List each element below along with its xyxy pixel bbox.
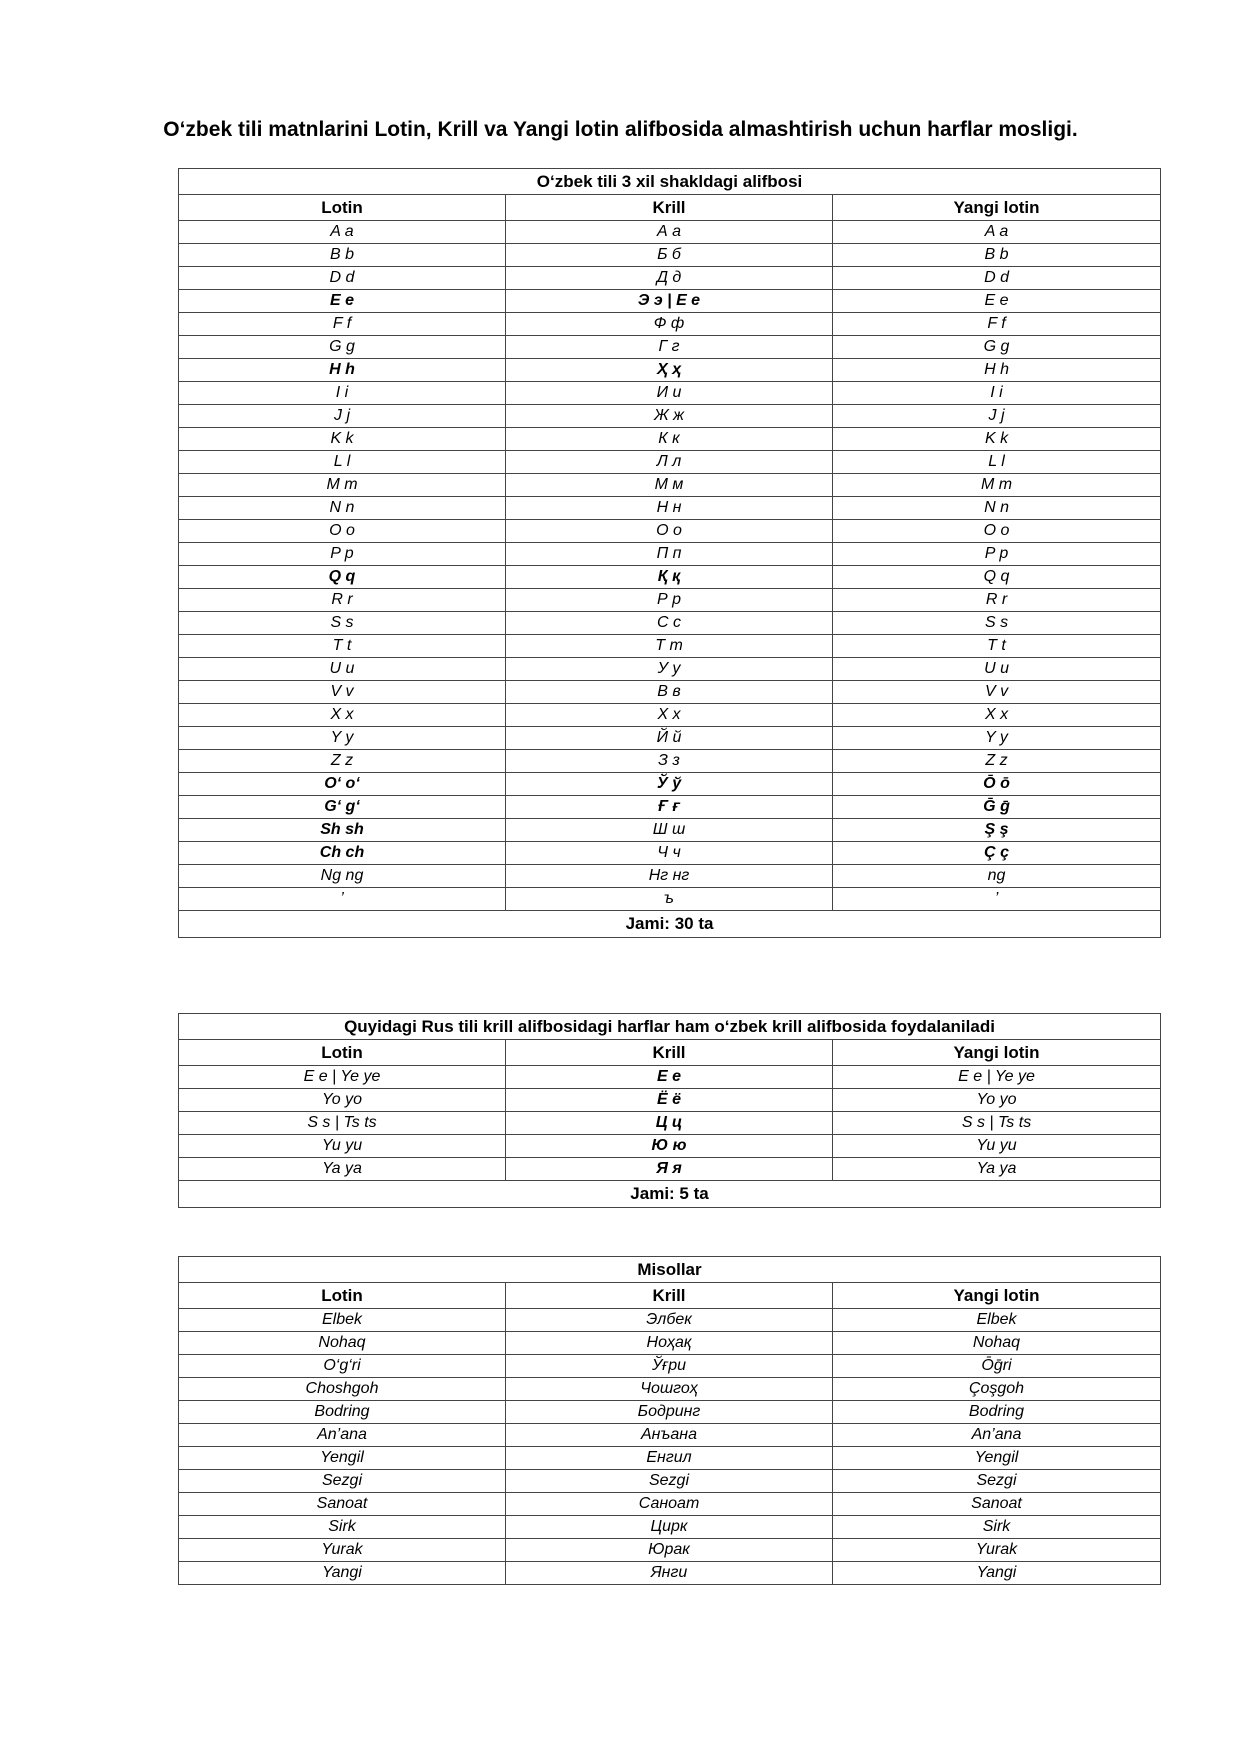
yangi-lotin-cell: An’ana	[833, 1424, 1161, 1447]
lotin-cell: Bodring	[179, 1401, 506, 1424]
column-header-lotin: Lotin	[179, 1040, 506, 1066]
yangi-lotin-cell: E e	[833, 290, 1161, 313]
yangi-lotin-cell: D d	[833, 267, 1161, 290]
table-row	[179, 1424, 1161, 1447]
krill-cell: Б б	[506, 244, 833, 267]
lotin-cell: Yengil	[179, 1447, 506, 1470]
table-row	[179, 1135, 1161, 1158]
krill-cell: Р р	[506, 589, 833, 612]
table-caption: Quyidagi Rus tili krill alifbosidagi harflar ham o‘zbek krill alifbosida foydalaniladi	[179, 1014, 1161, 1040]
table-row	[179, 520, 1161, 543]
yangi-lotin-cell: N n	[833, 497, 1161, 520]
yangi-lotin-cell: V v	[833, 681, 1161, 704]
alphabet-table	[178, 168, 1161, 938]
table-row	[179, 474, 1161, 497]
column-header-krill: Krill	[506, 195, 833, 221]
lotin-cell: V v	[179, 681, 506, 704]
table-row	[179, 336, 1161, 359]
lotin-cell: A a	[179, 221, 506, 244]
table-row	[179, 1089, 1161, 1112]
table-row	[179, 221, 1161, 244]
lotin-cell: Yo yo	[179, 1089, 506, 1112]
krill-cell: Ц ц	[506, 1112, 833, 1135]
yangi-lotin-cell: Ş ş	[833, 819, 1161, 842]
table-row	[179, 1355, 1161, 1378]
table-row	[179, 543, 1161, 566]
yangi-lotin-cell: M m	[833, 474, 1161, 497]
table-row	[179, 727, 1161, 750]
table-row	[179, 428, 1161, 451]
table-row	[179, 1401, 1161, 1424]
yangi-lotin-cell: J j	[833, 405, 1161, 428]
krill-cell: Й й	[506, 727, 833, 750]
krill-cell: Т т	[506, 635, 833, 658]
lotin-cell: P p	[179, 543, 506, 566]
lotin-cell: Y y	[179, 727, 506, 750]
lotin-cell: Z z	[179, 750, 506, 773]
yangi-lotin-cell: Sirk	[833, 1516, 1161, 1539]
yangi-lotin-cell: Ō ō	[833, 773, 1161, 796]
yangi-lotin-cell: Ōḡri	[833, 1355, 1161, 1378]
table-row	[179, 566, 1161, 589]
lotin-cell: Elbek	[179, 1309, 506, 1332]
table-row	[179, 290, 1161, 313]
krill-cell: Х х	[506, 704, 833, 727]
krill-cell: Саноат	[506, 1493, 833, 1516]
lotin-cell: S s	[179, 612, 506, 635]
yangi-lotin-cell: O o	[833, 520, 1161, 543]
table-row	[179, 773, 1161, 796]
table-row	[179, 1562, 1161, 1585]
yangi-lotin-cell: Yengil	[833, 1447, 1161, 1470]
lotin-cell: G g	[179, 336, 506, 359]
table-row	[179, 1332, 1161, 1355]
krill-cell: Ғ ғ	[506, 796, 833, 819]
table-row	[179, 681, 1161, 704]
yangi-lotin-cell: I i	[833, 382, 1161, 405]
yangi-lotin-cell: Y y	[833, 727, 1161, 750]
table-row	[179, 313, 1161, 336]
lotin-cell: Ya ya	[179, 1158, 506, 1181]
table-row	[179, 865, 1161, 888]
yangi-lotin-cell: S s	[833, 612, 1161, 635]
krill-cell: Ўғри	[506, 1355, 833, 1378]
lotin-cell: G‘ g‘	[179, 796, 506, 819]
krill-cell: Ҳ ҳ	[506, 359, 833, 382]
column-header-lotin: Lotin	[179, 195, 506, 221]
krill-cell: З з	[506, 750, 833, 773]
russian-letters-table	[178, 1013, 1161, 1208]
krill-cell: И и	[506, 382, 833, 405]
lotin-cell: I i	[179, 382, 506, 405]
lotin-cell: L l	[179, 451, 506, 474]
yangi-lotin-cell: K k	[833, 428, 1161, 451]
lotin-cell: Yurak	[179, 1539, 506, 1562]
table-row	[179, 1539, 1161, 1562]
examples-table	[178, 1256, 1161, 1585]
yangi-lotin-cell: R r	[833, 589, 1161, 612]
yangi-lotin-cell: Ya ya	[833, 1158, 1161, 1181]
table-row	[179, 451, 1161, 474]
lotin-cell: Nohaq	[179, 1332, 506, 1355]
krill-cell: М м	[506, 474, 833, 497]
krill-cell: К к	[506, 428, 833, 451]
column-header-krill: Krill	[506, 1040, 833, 1066]
krill-cell: А а	[506, 221, 833, 244]
lotin-cell: O o	[179, 520, 506, 543]
table-row	[179, 1447, 1161, 1470]
lotin-cell: H h	[179, 359, 506, 382]
table-row	[179, 267, 1161, 290]
column-header-krill: Krill	[506, 1283, 833, 1309]
krill-cell: Э э | Е е	[506, 290, 833, 313]
table-row	[179, 1066, 1161, 1089]
lotin-cell: M m	[179, 474, 506, 497]
krill-cell: Чошгоҳ	[506, 1378, 833, 1401]
yangi-lotin-cell: Çoşgoh	[833, 1378, 1161, 1401]
lotin-cell: An’ana	[179, 1424, 506, 1447]
krill-cell: Д д	[506, 267, 833, 290]
krill-cell: Ч ч	[506, 842, 833, 865]
yangi-lotin-cell: Yangi	[833, 1562, 1161, 1585]
table-row	[179, 658, 1161, 681]
lotin-cell: N n	[179, 497, 506, 520]
krill-cell: Ж ж	[506, 405, 833, 428]
page-title: O‘zbek tili matnlarini Lotin, Krill va Yangi lotin alifbosida almashtirish uchun harflar mosligi.	[163, 118, 1078, 141]
lotin-cell: U u	[179, 658, 506, 681]
krill-cell: Г г	[506, 336, 833, 359]
lotin-cell: Ch ch	[179, 842, 506, 865]
yangi-lotin-cell: A a	[833, 221, 1161, 244]
table-row	[179, 1516, 1161, 1539]
table-row	[179, 612, 1161, 635]
yangi-lotin-cell: Yu yu	[833, 1135, 1161, 1158]
krill-cell: Sezgi	[506, 1470, 833, 1493]
lotin-cell: Sh sh	[179, 819, 506, 842]
lotin-cell: F f	[179, 313, 506, 336]
table-row	[179, 382, 1161, 405]
table-caption: Misollar	[179, 1257, 1161, 1283]
lotin-cell: S s | Ts ts	[179, 1112, 506, 1135]
krill-cell: Ё ё	[506, 1089, 833, 1112]
krill-cell: У у	[506, 658, 833, 681]
table-row	[179, 1112, 1161, 1135]
lotin-cell: ’	[179, 888, 506, 911]
table-row	[179, 1309, 1161, 1332]
table-row	[179, 704, 1161, 727]
krill-cell: Юрак	[506, 1539, 833, 1562]
krill-cell: ъ	[506, 888, 833, 911]
yangi-lotin-cell: Yo yo	[833, 1089, 1161, 1112]
krill-cell: С с	[506, 612, 833, 635]
yangi-lotin-cell: L l	[833, 451, 1161, 474]
krill-cell: Цирк	[506, 1516, 833, 1539]
lotin-cell: O‘ o‘	[179, 773, 506, 796]
krill-cell: Ш ш	[506, 819, 833, 842]
yangi-lotin-cell: Z z	[833, 750, 1161, 773]
yangi-lotin-cell: X x	[833, 704, 1161, 727]
yangi-lotin-cell: Elbek	[833, 1309, 1161, 1332]
krill-cell: Ў ў	[506, 773, 833, 796]
krill-cell: Элбек	[506, 1309, 833, 1332]
krill-cell: Н н	[506, 497, 833, 520]
table-total: Jami: 5 ta	[179, 1181, 1161, 1208]
yangi-lotin-cell: Nohaq	[833, 1332, 1161, 1355]
krill-cell: Нг нг	[506, 865, 833, 888]
krill-cell: Бодринг	[506, 1401, 833, 1424]
krill-cell: П п	[506, 543, 833, 566]
lotin-cell: Sanoat	[179, 1493, 506, 1516]
table-row	[179, 405, 1161, 428]
table-row	[179, 842, 1161, 865]
lotin-cell: Yangi	[179, 1562, 506, 1585]
krill-cell: Е е	[506, 1066, 833, 1089]
krill-cell: Ю ю	[506, 1135, 833, 1158]
krill-cell: О о	[506, 520, 833, 543]
column-header-lotin: Lotin	[179, 1283, 506, 1309]
lotin-cell: R r	[179, 589, 506, 612]
lotin-cell: Sirk	[179, 1516, 506, 1539]
krill-cell: Ф ф	[506, 313, 833, 336]
yangi-lotin-cell: Ḡ ḡ	[833, 796, 1161, 819]
yangi-lotin-cell: Ç ç	[833, 842, 1161, 865]
lotin-cell: X x	[179, 704, 506, 727]
lotin-cell: E e | Ye ye	[179, 1066, 506, 1089]
table-caption: O‘zbek tili 3 xil shakldagi alifbosi	[179, 169, 1161, 195]
table-row	[179, 796, 1161, 819]
column-header-yangi-lotin: Yangi lotin	[833, 195, 1161, 221]
table-row	[179, 244, 1161, 267]
yangi-lotin-cell: ng	[833, 865, 1161, 888]
table-row	[179, 888, 1161, 911]
krill-cell: Ноҳақ	[506, 1332, 833, 1355]
krill-cell: Янги	[506, 1562, 833, 1585]
yangi-lotin-cell: G g	[833, 336, 1161, 359]
yangi-lotin-cell: B b	[833, 244, 1161, 267]
krill-cell: В в	[506, 681, 833, 704]
yangi-lotin-cell: S s | Ts ts	[833, 1112, 1161, 1135]
table-total: Jami: 30 ta	[179, 911, 1161, 938]
lotin-cell: T t	[179, 635, 506, 658]
yangi-lotin-cell: P p	[833, 543, 1161, 566]
krill-cell: Анъана	[506, 1424, 833, 1447]
table-row	[179, 497, 1161, 520]
lotin-cell: Yu yu	[179, 1135, 506, 1158]
yangi-lotin-cell: U u	[833, 658, 1161, 681]
column-header-yangi-lotin: Yangi lotin	[833, 1283, 1161, 1309]
yangi-lotin-cell: F f	[833, 313, 1161, 336]
yangi-lotin-cell: Q q	[833, 566, 1161, 589]
krill-cell: Қ қ	[506, 566, 833, 589]
yangi-lotin-cell: H h	[833, 359, 1161, 382]
yangi-lotin-cell: T t	[833, 635, 1161, 658]
krill-cell: Я я	[506, 1158, 833, 1181]
column-header-yangi-lotin: Yangi lotin	[833, 1040, 1161, 1066]
yangi-lotin-cell: ’	[833, 888, 1161, 911]
krill-cell: Л л	[506, 451, 833, 474]
lotin-cell: B b	[179, 244, 506, 267]
lotin-cell: Ng ng	[179, 865, 506, 888]
lotin-cell: Sezgi	[179, 1470, 506, 1493]
lotin-cell: Q q	[179, 566, 506, 589]
yangi-lotin-cell: Sezgi	[833, 1470, 1161, 1493]
table-row	[179, 819, 1161, 842]
yangi-lotin-cell: Yurak	[833, 1539, 1161, 1562]
lotin-cell: E e	[179, 290, 506, 313]
table-row	[179, 1493, 1161, 1516]
yangi-lotin-cell: Bodring	[833, 1401, 1161, 1424]
lotin-cell: K k	[179, 428, 506, 451]
table-row	[179, 750, 1161, 773]
krill-cell: Енгил	[506, 1447, 833, 1470]
lotin-cell: D d	[179, 267, 506, 290]
yangi-lotin-cell: Sanoat	[833, 1493, 1161, 1516]
table-row	[179, 635, 1161, 658]
yangi-lotin-cell: E e | Ye ye	[833, 1066, 1161, 1089]
lotin-cell: Choshgoh	[179, 1378, 506, 1401]
table-row	[179, 589, 1161, 612]
table-row	[179, 1158, 1161, 1181]
table-row	[179, 1470, 1161, 1493]
table-row	[179, 359, 1161, 382]
table-row	[179, 1378, 1161, 1401]
lotin-cell: O‘g‘ri	[179, 1355, 506, 1378]
lotin-cell: J j	[179, 405, 506, 428]
